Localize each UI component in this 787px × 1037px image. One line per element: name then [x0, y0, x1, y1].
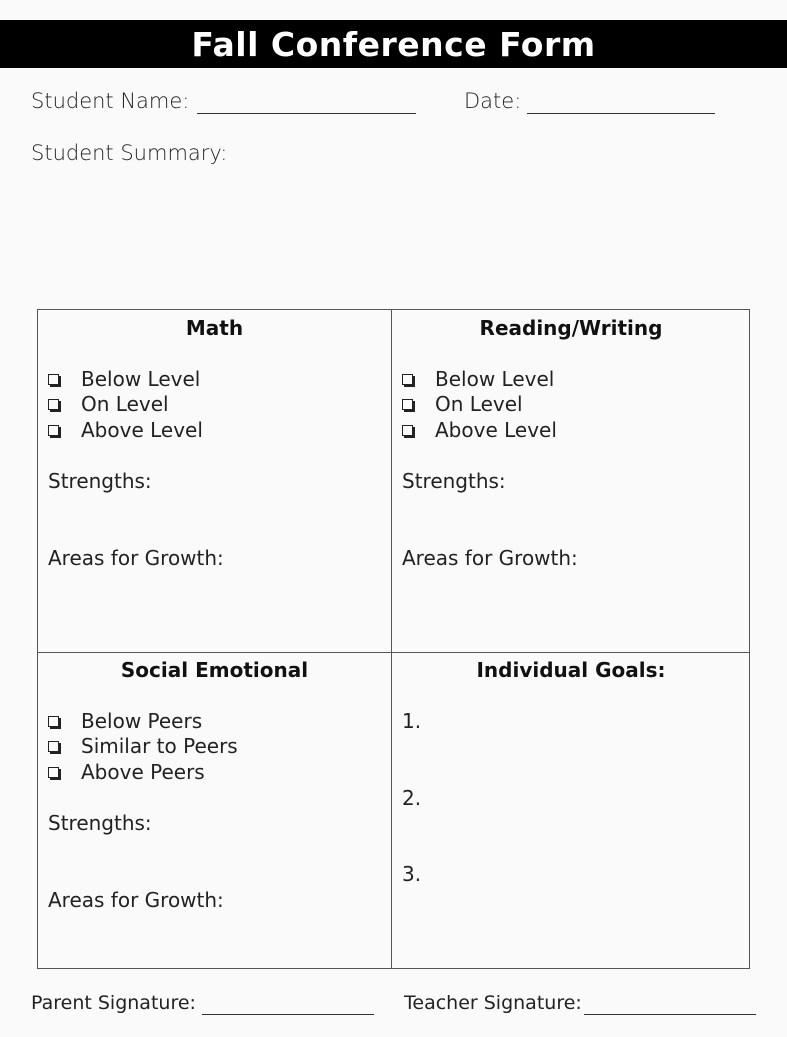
reading-strengths-label: Strengths: [402, 469, 506, 493]
reading-option-above[interactable] [402, 418, 557, 442]
social-option-below[interactable] [48, 709, 202, 733]
teacher-signature-label: Teacher Signature: [404, 992, 582, 1014]
reading-writing-section [392, 310, 750, 652]
checkbox-icon[interactable] [402, 425, 413, 436]
math-option-above[interactable] [48, 418, 203, 442]
social-emotional-section [38, 653, 391, 969]
date-label: Date: [464, 89, 522, 113]
math-option-label: Above Level [81, 418, 203, 442]
math-title: Math [185, 316, 244, 340]
goal-item: 3. [402, 862, 422, 886]
social-option-label: Above Peers [81, 760, 205, 784]
student-name-line[interactable] [197, 113, 416, 114]
social-emotional-title: Social Emotional [120, 658, 309, 682]
reading-option-label: On Level [435, 392, 523, 416]
math-option-label: Below Level [81, 367, 201, 391]
individual-goals-title: Individual Goals: [476, 658, 666, 682]
checkbox-icon[interactable] [48, 716, 59, 727]
checkbox-icon[interactable] [48, 399, 59, 410]
checkbox-icon[interactable] [48, 374, 59, 385]
parent-signature-line[interactable] [202, 1014, 374, 1015]
form-title: Fall Conference Form [0, 20, 787, 68]
social-option-label: Similar to Peers [81, 734, 238, 758]
math-strengths-label: Strengths: [48, 469, 152, 493]
math-option-below[interactable] [48, 367, 200, 391]
conference-grid [37, 309, 750, 969]
social-option-label: Below Peers [81, 709, 203, 733]
student-name-label: Student Name: [31, 89, 190, 113]
checkbox-icon[interactable] [48, 767, 59, 778]
reading-option-on[interactable] [402, 392, 523, 416]
parent-signature-label: Parent Signature: [31, 992, 196, 1014]
reading-writing-title: Reading/Writing [479, 316, 663, 340]
teacher-signature-line[interactable] [584, 1014, 756, 1015]
reading-option-below[interactable] [402, 367, 554, 391]
date-line[interactable] [527, 113, 715, 114]
individual-goals-section [392, 653, 750, 969]
math-option-label: On Level [81, 392, 169, 416]
reading-option-label: Above Level [435, 418, 557, 442]
math-growth-label: Areas for Growth: [48, 546, 224, 570]
checkbox-icon[interactable] [402, 399, 413, 410]
math-section [38, 310, 391, 652]
social-growth-label: Areas for Growth: [48, 888, 224, 912]
social-strengths-label: Strengths: [48, 811, 152, 835]
checkbox-icon[interactable] [48, 425, 59, 436]
reading-option-label: Below Level [435, 367, 555, 391]
math-option-on[interactable] [48, 392, 169, 416]
student-summary-label: Student Summary: [31, 141, 228, 165]
social-option-above[interactable] [48, 760, 205, 784]
goal-item: 1. [402, 709, 422, 733]
checkbox-icon[interactable] [48, 741, 59, 752]
goal-item: 2. [402, 786, 422, 810]
social-option-similar[interactable] [48, 734, 238, 758]
reading-growth-label: Areas for Growth: [402, 546, 578, 570]
checkbox-icon[interactable] [402, 374, 413, 385]
